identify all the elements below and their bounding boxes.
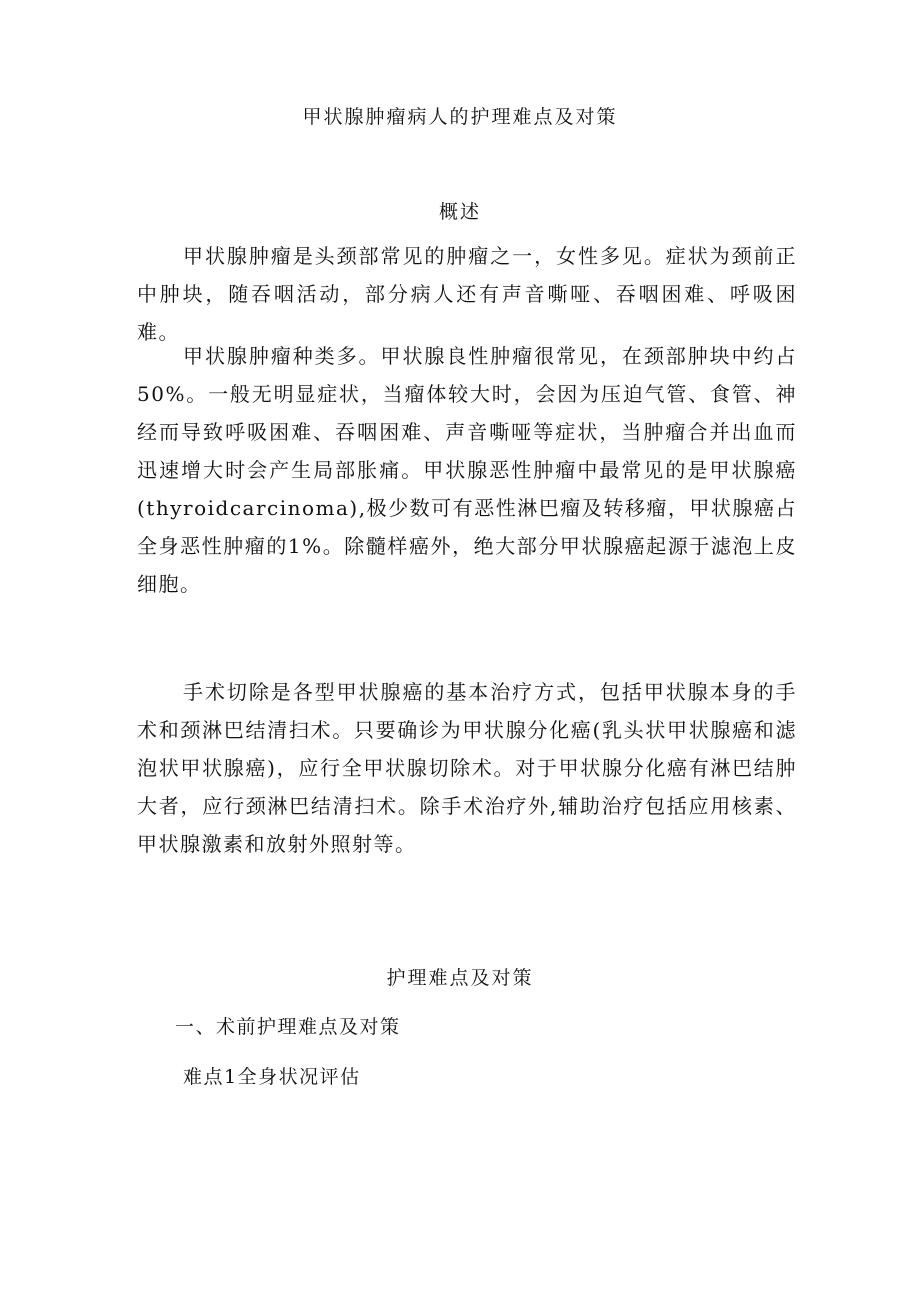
paragraph-overview-1: 甲状腺肿瘤是头颈部常见的肿瘤之一，女性多见。症状为颈前正中肿块，随吞咽活动，部分病人还有声音嘶哑、吞咽困难、呼吸困难。 [137,244,797,344]
paragraph-overview-3: 手术切除是各型甲状腺癌的基本治疗方式，包括甲状腺本身的手术和颈淋巴结清扫术。只要确诊为甲状腺分化癌(乳头状甲状腺癌和滤泡状甲状腺癌)，应行全甲状腺切除术。对于甲状腺分化癌有淋巴结肿大者，应行颈淋巴结清扫术。除手术治疗外,辅助治疗包括应用核素、甲状腺激素和放射外照射等。 [137,680,797,856]
paragraph-overview-2: 甲状腺肿瘤种类多。甲状腺良性肿瘤很常见，在颈部肿块中约占50%。一般无明显症状，当瘤体较大时，会因为压迫气管、食管、神经而导致呼吸困难、吞咽困难、声音嘶哑等症状，当肿瘤合并出血而迅速增大时会产生局部胀痛。甲状腺恶性肿瘤中最常见的是甲状腺癌(thyroidcarcinoma),极少数可有恶性淋巴瘤及转移瘤，甲状腺癌占全身恶性肿瘤的1%。除髓样癌外，绝大部分甲状腺癌起源于滤泡上皮细胞。 [137,344,797,596]
nursing-heading: 护理难点及对策 [386,967,534,989]
document-title: 甲状腺肿瘤病人的护理难点及对策 [302,106,618,128]
preoperative-subsection-heading: 一、术前护理难点及对策 [175,1016,401,1038]
overview-heading: 概述 [438,201,481,223]
difficulty-1-heading: 难点1全身状况评估 [183,1066,361,1088]
